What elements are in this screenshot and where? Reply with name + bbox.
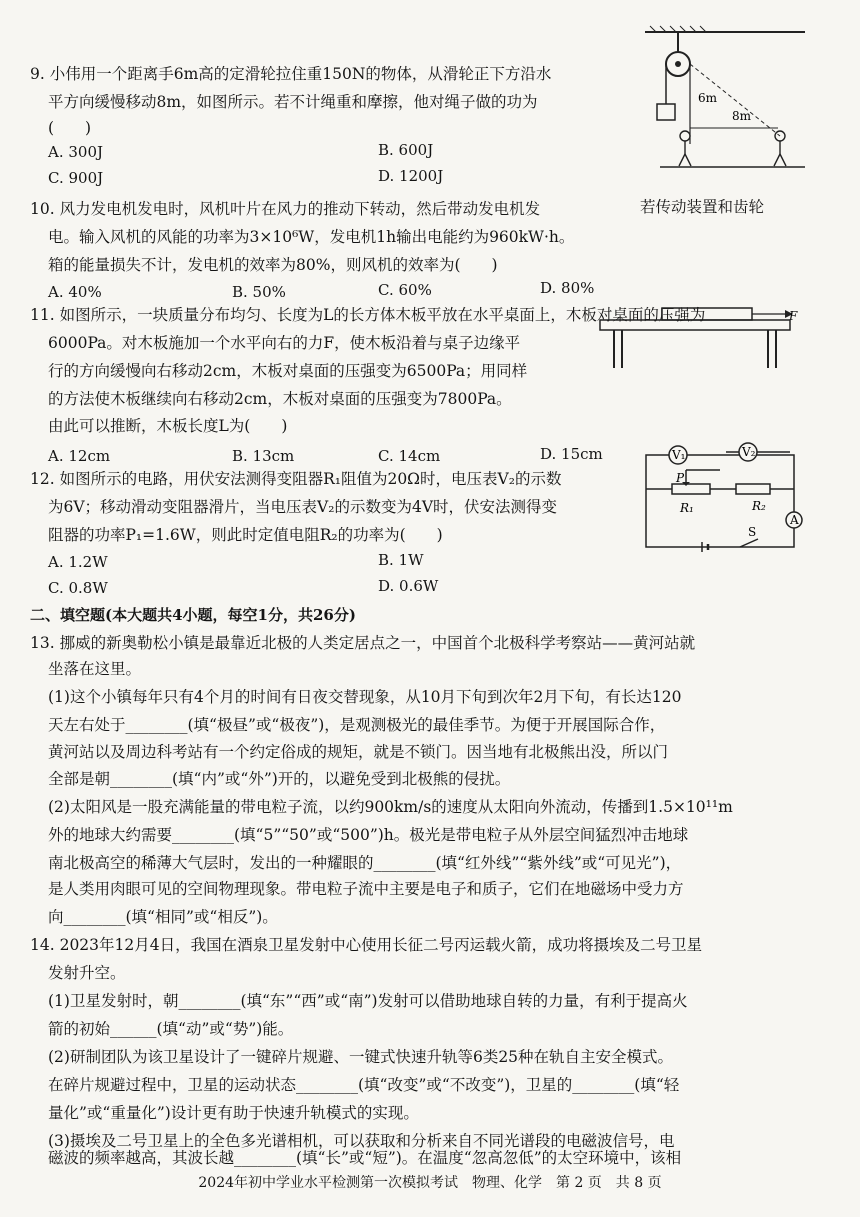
q9-option-a: A. 300J <box>48 143 104 161</box>
q10-option-d: D. 80% <box>540 279 595 297</box>
q14-line9: 磁波的频率越高，其波长越________(填“长”或“短”)。在温度“忽高忽低”的太空环境中，该相 <box>48 1149 682 1167</box>
q11-option-d: D. 15cm <box>540 445 603 463</box>
q12-fig-switch-label: S <box>748 525 757 539</box>
q11-option-b: B. 13cm <box>232 447 295 465</box>
q11-line4: 的方法使木板继续向右移动2cm，木板对桌面的压强变为7800Pa。 <box>48 390 512 408</box>
q12-line2: 为6V；移动滑动变阻器滑片，当电压表V₂的示数变为4V时，伏安法测得变 <box>48 498 558 516</box>
pulley-figure <box>640 24 810 174</box>
q9-option-d: D. 1200J <box>378 167 444 185</box>
q10-option-a: A. 40% <box>48 283 102 301</box>
q12-option-a: A. 1.2W <box>48 553 108 571</box>
q13-line2: 坐落在这里。 <box>48 660 142 678</box>
q14-line2: 发射升空。 <box>48 964 126 982</box>
q14-line7: 量化”或“重量化”)设计更有助于快速升轨模式的实现。 <box>48 1104 419 1122</box>
q13-line8: 外的地球大约需要________(填“5”“50”或“500”)h。极光是带电粒子从外层空间猛烈冲击地球 <box>48 826 689 844</box>
q11-line2: 6000Pa。对木板施加一个水平向右的力F，使木板沿着与桌子边缘平 <box>48 334 521 352</box>
q13-line10: 是人类用肉眼可见的空间物理现象。带电粒子流中主要是电子和质子，它们在地磁场中受力方 <box>48 880 684 898</box>
q12-fig-r2-label: R₂ <box>752 499 766 513</box>
q10-line3: 箱的能量损失不计，发电机的效率为80%，则风机的效率为( ) <box>48 256 498 274</box>
q9-option-c: C. 900J <box>48 169 104 187</box>
q12-line3: 阻器的功率P₁=1.6W，则此时定值电阻R₂的功率为( ) <box>48 526 443 544</box>
q9-line2: 平方向缓慢移动8m，如图所示。若不计绳重和摩擦，他对绳子做的功为 <box>48 93 538 111</box>
q13-line9: 南北极高空的稀薄大气层时，发出的一种耀眼的________(填“红外线”“紫外线”或“可见光”)， <box>48 854 682 872</box>
q11-option-c: C. 14cm <box>378 447 441 465</box>
q11-line5: 由此可以推断，木板长度L为( ) <box>48 417 288 435</box>
q12-option-c: C. 0.8W <box>48 579 108 597</box>
q10-line1-tail: 若传动装置和齿轮 <box>640 198 765 216</box>
q10-line1: 10. 风力发电机发电时，风机叶片在风力的推动下转动，然后带动发电机发 <box>30 200 541 218</box>
q14-line8: (3)摄埃及二号卫星上的全色多光谱相机，可以获取和分析来自不同光谱段的电磁波信号，电 <box>48 1132 675 1150</box>
q13-line3: (1)这个小镇每年只有4个月的时间有日夜交替现象，从10月下旬到次年2月下旬，有长达120 <box>48 688 682 706</box>
section-title-fill-blank: 二、填空题(本大题共4小题，每空1分，共26分) <box>30 606 356 624</box>
q12-fig-v2-label: V₂ <box>742 445 756 459</box>
q9-fig-8m-label: 8m <box>732 109 752 123</box>
q13-line6: 全部是朝________(填“内”或“外”)开的，以避免受到北极熊的侵扰。 <box>48 770 511 788</box>
q9-line1: 9. 小伟用一个距离手6m高的定滑轮拉住重150N的物体，从滑轮正下方沿水 <box>30 65 552 83</box>
q13-line11: 向________(填“相同”或“相反”)。 <box>48 908 278 926</box>
q11-line3: 行的方向缓慢向右移动2cm，木板对桌面的压强变为6500Pa；用同样 <box>48 362 528 380</box>
circuit-figure <box>640 440 810 555</box>
q12-option-d: D. 0.6W <box>378 577 439 595</box>
q12-fig-v1-label: V₁ <box>672 448 686 462</box>
q9-option-b: B. 600J <box>378 141 434 159</box>
q13-line4: 天左右处于________(填“极昼”或“极夜”)，是观测极光的最佳季节。为便于开展国际合作， <box>48 716 666 734</box>
q14-line5: (2)研制团队为该卫星设计了一键碎片规避、一键式快速升轨等6类25种在轨自主安全模式。 <box>48 1048 674 1066</box>
q9-fig-6m-label: 6m <box>698 91 718 105</box>
q13-line7: (2)太阳风是一股充满能量的带电粒子流，以约900km/s的速度从太阳向外流动，传播到1.5×10¹¹m <box>48 798 733 816</box>
q14-line3: (1)卫星发射时，朝________(填“东”“西”或“南”)发射可以借助地球自转的力量，有利于提高火 <box>48 992 688 1010</box>
q13-line1: 13. 挪威的新奥勒松小镇是最靠近北极的人类定居点之一，中国首个北极科学考察站——黄河站就 <box>30 634 696 652</box>
q11-option-a: A. 12cm <box>48 447 111 465</box>
q9-line3: ( ) <box>48 119 92 137</box>
q11-fig-force-label: F <box>789 309 798 323</box>
q14-line4: 箭的初始______(填“动”或“势”)能。 <box>48 1020 294 1038</box>
q10-line2: 电。输入风机的风能的功率为3×10⁶W，发电机1h输出电能约为960kW·h。 <box>48 228 575 246</box>
q10-option-b: B. 50% <box>232 283 286 301</box>
q12-fig-p-label: P <box>676 471 685 485</box>
q10-option-c: C. 60% <box>378 281 432 299</box>
q12-fig-r1-label: R₁ <box>680 501 694 515</box>
q12-fig-ammeter-label: A <box>790 513 799 527</box>
q12-option-b: B. 1W <box>378 551 424 569</box>
q12-line1: 12. 如图所示的电路，用伏安法测得变阻器R₁阻值为20Ω时，电压表V₂的示数 <box>30 470 562 488</box>
q13-line5: 黄河站以及周边科考站有一个约定俗成的规矩，就是不锁门。因当地有北极熊出没，所以门 <box>48 743 669 761</box>
q14-line6: 在碎片规避过程中，卫星的运动状态________(填“改变”或“不改变”)，卫星的________(填“轻 <box>48 1076 680 1094</box>
table-board-figure <box>592 306 807 406</box>
q14-line1: 14. 2023年12月4日，我国在酒泉卫星发射中心使用长征二号丙运载火箭，成功将摄埃及二号卫星 <box>30 936 703 954</box>
page-footer: 2024年初中学业水平检测第一次模拟考试 物理、化学 第 2 页 共 8 页 <box>198 1175 662 1191</box>
q11-line1: 11. 如图所示，一块质量分布均匀、长度为L的长方体木板平放在水平桌面上，木板对桌面的压强为 <box>30 306 706 324</box>
